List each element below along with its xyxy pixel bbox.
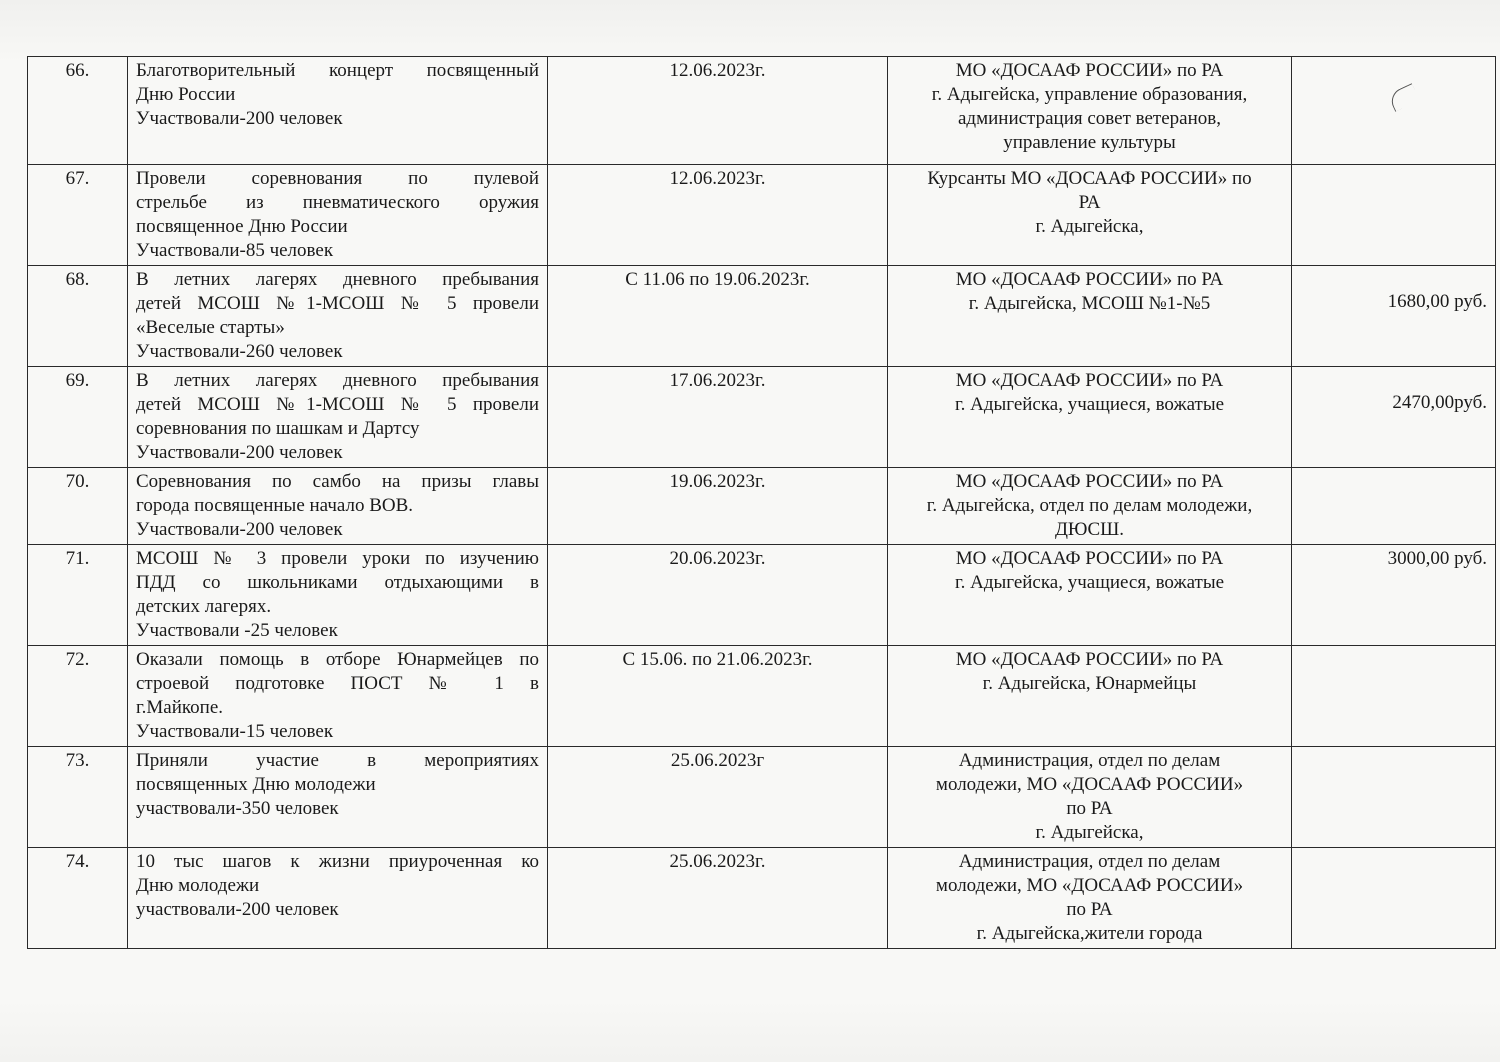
row-number: 74. bbox=[28, 848, 128, 949]
table-row bbox=[28, 747, 1496, 848]
event-cost: 3000,00 руб. bbox=[1292, 545, 1496, 646]
event-date: 20.06.2023г. bbox=[548, 545, 888, 646]
row-number: 72. bbox=[28, 646, 128, 747]
event-date: 25.06.2023г. bbox=[548, 848, 888, 949]
event-cost: 1680,00 руб. bbox=[1292, 266, 1496, 367]
table-row bbox=[28, 468, 1496, 545]
row-number: 70. bbox=[28, 468, 128, 545]
table-row bbox=[28, 266, 1496, 367]
event-cost: 2470,00руб. bbox=[1292, 367, 1496, 468]
event-organizers: МО «ДОСААФ РОССИИ» по РА г. Адыгейска, учащиеся, вожатые bbox=[888, 367, 1292, 468]
event-description: Благотворительный концерт посвященный Дню России Участвовали-200 человек bbox=[128, 57, 548, 165]
event-description: Соревнования по самбо на призы главы города посвященные начало ВОВ. Участвовали-200 человек bbox=[128, 468, 548, 545]
event-organizers: Администрация, отдел по делам молодежи, МО «ДОСААФ РОССИИ» по РА г. Адыгейска, bbox=[888, 747, 1292, 848]
event-organizers: МО «ДОСААФ РОССИИ» по РА г. Адыгейска, учащиеся, вожатые bbox=[888, 545, 1292, 646]
event-description: 10 тыс шагов к жизни приуроченная ко Дню молодежи участвовали-200 человек bbox=[128, 848, 548, 949]
event-date: 25.06.2023г bbox=[548, 747, 888, 848]
event-cost bbox=[1292, 468, 1496, 545]
event-description: Оказали помощь в отборе Юнармейцев по строевой подготовке ПОСТ № 1 в г.Майкопе. Участвовали-15 человек bbox=[128, 646, 548, 747]
event-description: Провели соревнования по пулевой стрельбе из пневматического оружия посвященное Дню России Участвовали-85 человек bbox=[128, 165, 548, 266]
event-cost bbox=[1292, 747, 1496, 848]
event-organizers: МО «ДОСААФ РОССИИ» по РА г. Адыгейска, отдел по делам молодежи, ДЮСШ. bbox=[888, 468, 1292, 545]
table-row bbox=[28, 848, 1496, 949]
event-description: В летних лагерях дневного пребывания детей МСОШ №1-МСОШ № 5 провели «Веселые старты» Участвовали-260 человек bbox=[128, 266, 548, 367]
event-cost bbox=[1292, 848, 1496, 949]
event-date: 19.06.2023г. bbox=[548, 468, 888, 545]
row-number: 73. bbox=[28, 747, 128, 848]
event-date: 12.06.2023г. bbox=[548, 165, 888, 266]
event-date: С 15.06. по 21.06.2023г. bbox=[548, 646, 888, 747]
row-number: 69. bbox=[28, 367, 128, 468]
event-organizers: МО «ДОСААФ РОССИИ» по РА г. Адыгейска, управление образования, администрация совет ветеранов, управление культуры bbox=[888, 57, 1292, 165]
table-row bbox=[28, 545, 1496, 646]
table-row bbox=[28, 367, 1496, 468]
event-organizers: Администрация, отдел по делам молодежи, МО «ДОСААФ РОССИИ» по РА г. Адыгейска,жители города bbox=[888, 848, 1292, 949]
row-number: 68. bbox=[28, 266, 128, 367]
event-description: В летних лагерях дневного пребывания детей МСОШ №1-МСОШ № 5 провели соревнования по шашкам и Дартсу Участвовали-200 человек bbox=[128, 367, 548, 468]
row-number: 66. bbox=[28, 57, 128, 165]
table-row bbox=[28, 57, 1496, 165]
table-row bbox=[28, 165, 1496, 266]
events-table bbox=[27, 56, 1496, 949]
event-organizers: МО «ДОСААФ РОССИИ» по РА г. Адыгейска, МСОШ №1-№5 bbox=[888, 266, 1292, 367]
event-date: 12.06.2023г. bbox=[548, 57, 888, 165]
row-number: 67. bbox=[28, 165, 128, 266]
event-organizers: МО «ДОСААФ РОССИИ» по РА г. Адыгейска, Юнармейцы bbox=[888, 646, 1292, 747]
event-organizers: Курсанты МО «ДОСААФ РОССИИ» по РА г. Адыгейска, bbox=[888, 165, 1292, 266]
event-date: 17.06.2023г. bbox=[548, 367, 888, 468]
event-cost bbox=[1292, 646, 1496, 747]
event-cost bbox=[1292, 165, 1496, 266]
row-number: 71. bbox=[28, 545, 128, 646]
event-date: С 11.06 по 19.06.2023г. bbox=[548, 266, 888, 367]
table-row bbox=[28, 646, 1496, 747]
event-cost bbox=[1292, 57, 1496, 165]
event-description: МСОШ № 3 провели уроки по изучению ПДД со школьниками отдыхающими в детских лагерях. Участвовали -25 человек bbox=[128, 545, 548, 646]
event-description: Приняли участие в мероприятиях посвященных Дню молодежи участвовали-350 человек bbox=[128, 747, 548, 848]
